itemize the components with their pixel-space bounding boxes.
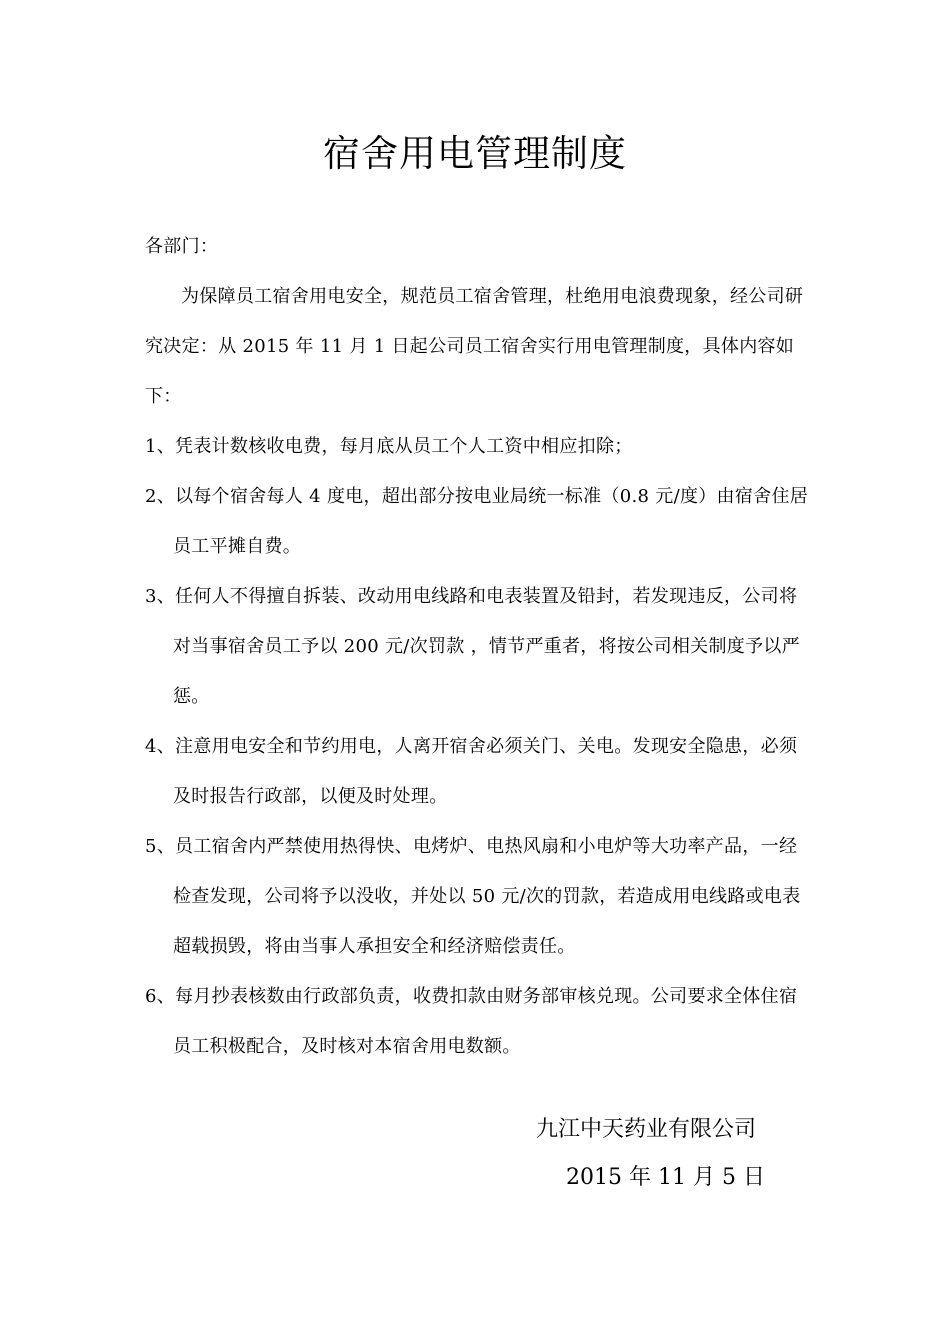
- greeting: 各部门：: [145, 236, 219, 257]
- rule-item: 1、凭表计数核收电费，每月底从员工个人工资中相应扣除；: [145, 436, 633, 457]
- rule-item: 4、注意用电安全和节约用电，人离开宿舍必须关门、关电。发现安全隐患，必须及时报告行政部，以便及时处理。: [145, 736, 798, 807]
- document-title: 宿舍用电管理制度: [323, 132, 627, 175]
- rule-item: 2、以每个宿舍每人 4 度电，超出部分按电业局统一标准（0.8 元/度）由宿舍住居员工平摊自费。: [145, 486, 809, 557]
- signature-block: [536, 1106, 836, 1202]
- rule-item: 6、每月抄表核数由行政部负责，收费扣款由财务部审核兑现。公司要求全体住宿员工积极配合，及时核对本宿舍用电数额。: [145, 986, 798, 1057]
- intro-paragraph: 为保障员工宿舍用电安全，规范员工宿舍管理，杜绝用电浪费现象，经公司研究决定：从 2015 年 11 月 1 日起公司员工宿舍实行用电管理制度，具体内容如下：: [145, 286, 804, 407]
- signature-date: 2015 年 11 月 5 日: [566, 1165, 765, 1190]
- signature-company: 九江中天药业有限公司: [536, 1117, 757, 1142]
- rule-item: 5、员工宿舍内严禁使用热得快、电烤炉、电热风扇和小电炉等大功率产品，一经检查发现，公司将予以没收，并处以 50 元/次的罚款，若造成用电线路或电表超载损毁，将由当事人承担安全和经济赔偿责任。: [145, 836, 801, 957]
- document-body: [145, 222, 815, 1072]
- rules-list: [145, 422, 815, 1072]
- rule-item: 3、任何人不得擅自拆装、改动用电线路和电表装置及铅封，若发现违反，公司将对当事宿舍员工予以 200 元/次罚款 ，情节严重者，将按公司相关制度予以严惩。: [145, 586, 800, 707]
